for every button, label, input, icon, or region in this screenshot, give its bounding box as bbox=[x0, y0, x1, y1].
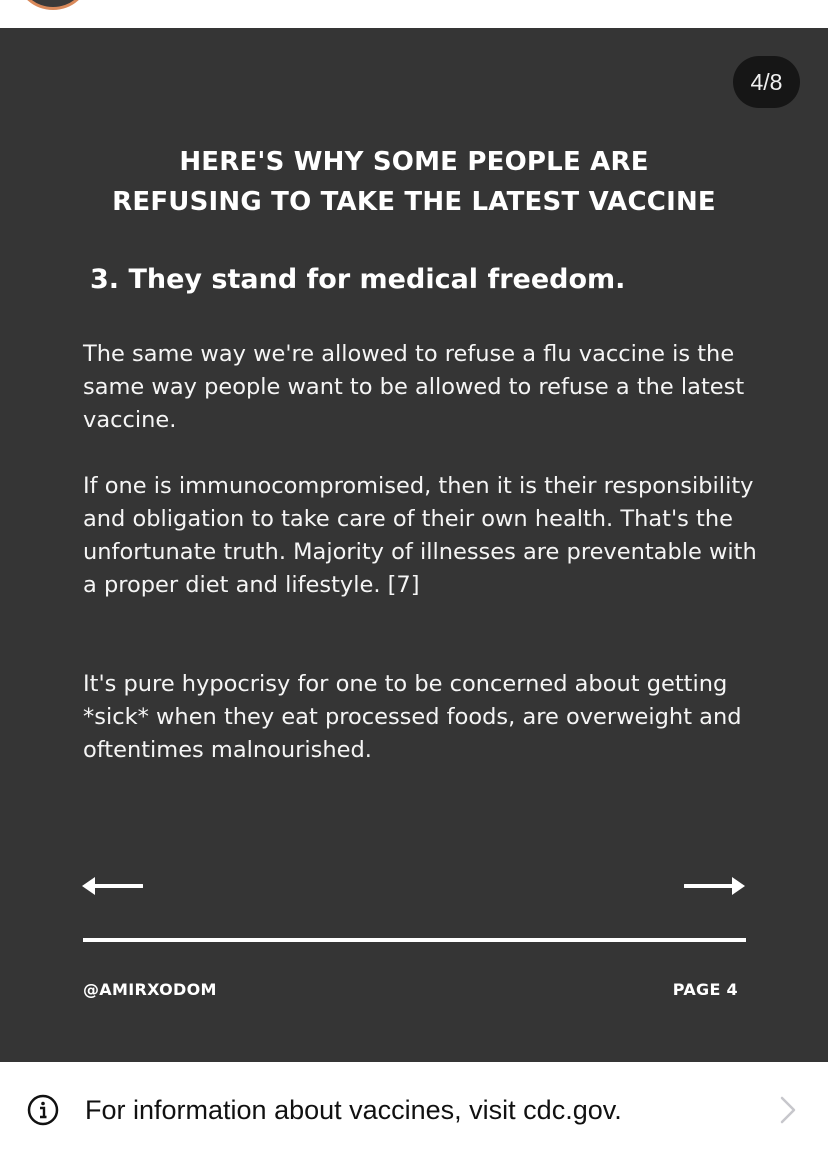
info-banner-text[interactable]: For information about vaccines, visit cdc.gov. bbox=[85, 1095, 622, 1125]
paragraph-2: If one is immunocompromised, then it is their responsibility and obligation to take care of their own health. That's the unfortunate truth. Majority of illnesses are preventable with a proper diet and lifestyle. [7] bbox=[83, 473, 757, 598]
top-bar bbox=[0, 0, 828, 28]
slide-headline bbox=[0, 142, 828, 222]
headline-line-2: REFUSING TO TAKE THE LATEST VACCINE bbox=[112, 187, 716, 217]
paragraph-1: The same way we're allowed to refuse a flu vaccine is the same way people want to be allowed to refuse a the latest vaccine. bbox=[83, 341, 745, 433]
author-handle: @AMIRXODOM bbox=[83, 980, 217, 999]
avatar[interactable] bbox=[18, 0, 88, 10]
arrow-right-icon[interactable] bbox=[684, 874, 746, 898]
page-counter-badge: 4/8 bbox=[733, 56, 800, 108]
paragraph-3: It's pure hypocrisy for one to be concerned about getting *sick* when they eat processed foods, are overweight and oftentimes malnourished. bbox=[83, 671, 742, 763]
page-label: PAGE 4 bbox=[672, 980, 738, 999]
headline-line-1: HERE'S WHY SOME PEOPLE ARE bbox=[179, 147, 649, 177]
chevron-right-icon[interactable] bbox=[778, 1094, 798, 1126]
vaccine-info-banner[interactable] bbox=[0, 1062, 828, 1152]
info-icon bbox=[27, 1094, 59, 1126]
divider bbox=[83, 938, 746, 942]
carousel-slide[interactable] bbox=[0, 28, 828, 1062]
point-title: 3. They stand for medical freedom. bbox=[90, 264, 626, 295]
arrow-left-icon[interactable] bbox=[81, 874, 143, 898]
